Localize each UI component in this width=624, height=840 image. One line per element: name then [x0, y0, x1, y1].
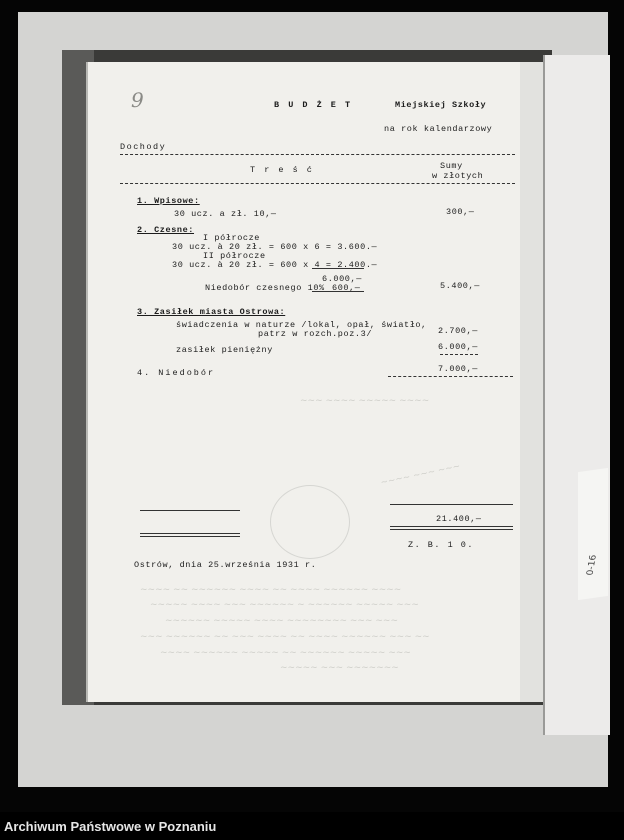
title-school: Miejskiej Szkoły	[395, 100, 487, 110]
item1-line: 30 ucz. a zł. 10,—	[174, 209, 277, 219]
item3-benefits-line2: patrz w rozch.poz.3/	[258, 329, 373, 339]
archive-name: Archiwum Państwowe w Poznaniu	[4, 819, 217, 834]
title-budget: B U D Ż E T	[274, 100, 353, 110]
footer-bar	[0, 812, 624, 840]
item2-shortfall-line: Niedobór czesnego 10%	[205, 283, 325, 293]
item4-heading: 4. Niedobór	[137, 368, 216, 378]
bleed-through-1: ~~~ ~~~~ ~~~~~ ~~~~	[300, 396, 430, 406]
bleed-through-4: ~~~~~ ~~~~ ~~~ ~~~~~~ ~ ~~~~~~ ~~~~~ ~~~	[150, 600, 419, 610]
column-content: T r e ś ć	[250, 165, 314, 175]
bleed-through-2: ~~~~ ~~~ ~~~	[379, 461, 462, 489]
item3-benefits-line1: świadczenia w naturze /lokal, opał, światło,	[176, 320, 427, 330]
column-sum-1: Sumy	[440, 161, 463, 171]
header-rule-bottom	[120, 183, 515, 184]
title-period: na rok kalendarzowy	[384, 124, 493, 134]
total-rule-1	[390, 526, 513, 527]
item4-rule	[388, 376, 513, 377]
left-rule-1	[140, 510, 240, 511]
section-income: Dochody	[120, 142, 167, 152]
faded-stamp	[270, 485, 350, 559]
bleed-through-7: ~~~~ ~~~~~~ ~~~~~ ~~ ~~~~~~ ~~~~~ ~~~	[160, 648, 411, 658]
item3-cash-amount: 6.000,—	[438, 342, 478, 352]
bleed-through-6: ~~~ ~~~~~~ ~~ ~~~ ~~~~ ~~ ~~~~ ~~~~~~ ~~~ ~~	[140, 632, 430, 642]
total-rule-top	[390, 504, 513, 505]
total-note: Z. B. 1 0.	[408, 540, 475, 550]
item2-amount: 5.400,—	[440, 281, 480, 291]
item3-cash-line: zasiłek pieniężny	[176, 345, 273, 355]
column-sum-2: w złotych	[432, 171, 484, 181]
bleed-through-5: ~~~~~~ ~~~~~ ~~~~ ~~~~~~~~ ~~~ ~~~	[165, 616, 398, 626]
item1-amount: 300,—	[446, 207, 475, 217]
item2-shortfall-value: 600,—	[332, 283, 361, 293]
item3-benefits-amount: 2.700,—	[438, 326, 478, 336]
bleed-through-3: ~~~~ ~~ ~~~~~~ ~~~~ ~~ ~~~~ ~~~~~~ ~~~~	[140, 585, 402, 595]
item2-sem1-label: I półrocze	[203, 233, 261, 243]
item3-heading: 3. Zasiłek miasta Ostrowa:	[137, 307, 286, 317]
item2-heading: 2. Czesne:	[137, 225, 195, 235]
total-rule-2	[390, 529, 513, 530]
header-rule-top	[120, 154, 515, 155]
side-tab	[578, 468, 608, 600]
item2-sem1-line: 30 ucz. à 20 zł. = 600 x 6 = 3.600.—	[172, 242, 378, 252]
signature-place-date: Ostrów, dnia 25.września 1931 r.	[134, 560, 317, 570]
item2-sem2-label: II półrocze	[203, 251, 266, 261]
bleed-through-8: ~~~~~ ~~~ ~~~~~~~	[280, 663, 399, 673]
left-rule-3	[140, 536, 240, 537]
item3-rule	[440, 354, 478, 355]
page-number: 9	[131, 88, 144, 112]
item2-sem2-line: 30 ucz. à 20 zł. = 600 x 4 = 2.400.—	[172, 260, 378, 270]
left-rule-2	[140, 533, 240, 534]
item4-amount: 7.000,—	[438, 364, 478, 374]
item1-heading: 1. Wpisowe:	[137, 196, 200, 206]
side-tab-text: 0-16	[585, 554, 599, 576]
item2-subtotal: 6.000,—	[322, 274, 362, 284]
item2-rule-1	[312, 268, 364, 269]
total-amount: 21.400,—	[436, 514, 482, 524]
right-card	[543, 55, 610, 735]
item2-rule-2	[312, 291, 364, 292]
